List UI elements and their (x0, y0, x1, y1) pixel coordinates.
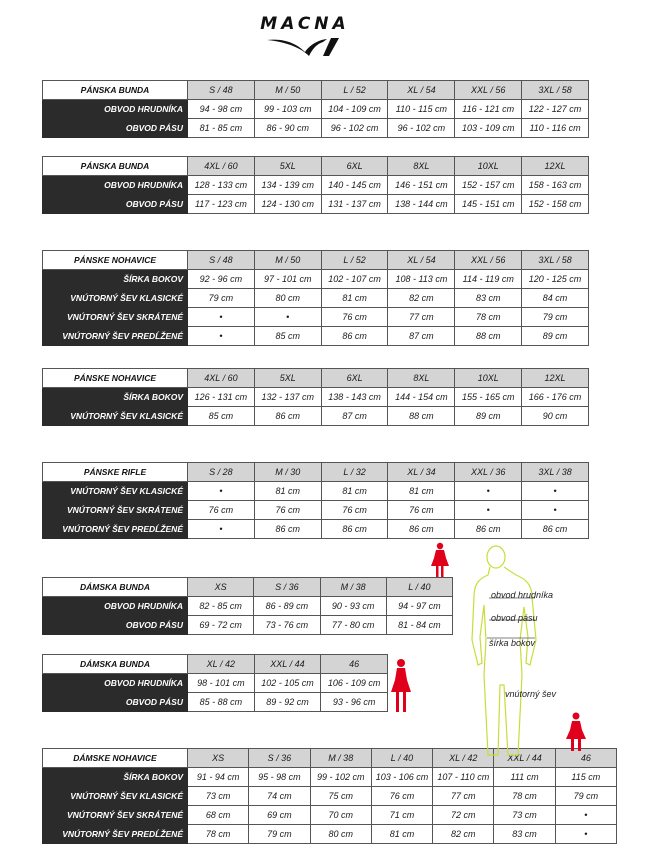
size-header: M / 50 (254, 81, 321, 100)
row-label: VNÚTORNÝ ŠEV KLASICKÉ (43, 787, 188, 806)
measurement-cell: 90 cm (522, 407, 589, 426)
table-row (43, 119, 589, 138)
size-header: 4XL / 60 (188, 157, 255, 176)
table-header-row (43, 463, 589, 482)
size-header: L / 52 (321, 251, 388, 270)
size-table-panska-bunda-2 (42, 156, 589, 214)
size-header: S / 36 (254, 578, 320, 597)
measurement-cell: 81 cm (321, 482, 388, 501)
measurement-cell: 82 - 85 cm (188, 597, 254, 616)
size-header: XXL / 36 (455, 463, 522, 482)
measurement-cell: 152 - 158 cm (522, 195, 589, 214)
measurement-cell: 79 cm (249, 825, 310, 844)
measurement-cell: 86 cm (388, 520, 455, 539)
size-table-panska-bunda-1 (42, 80, 589, 138)
measurement-cell: 96 - 102 cm (321, 119, 388, 138)
table-title: DÁMSKA BUNDA (43, 655, 188, 674)
measurement-cell: 81 cm (388, 482, 455, 501)
measurement-cell: 94 - 97 cm (386, 597, 452, 616)
size-header: XXL / 56 (455, 251, 522, 270)
measurement-cell: 72 cm (433, 806, 494, 825)
measurement-cell: 115 cm (555, 768, 616, 787)
measurement-cell: 122 - 127 cm (522, 100, 589, 119)
row-label: VNÚTORNÝ ŠEV SKRÁTENÉ (43, 806, 188, 825)
table-header-row (43, 81, 589, 100)
measurement-cell: 79 cm (555, 787, 616, 806)
row-label: VNÚTORNÝ ŠEV KLASICKÉ (43, 482, 188, 501)
table-title: PÁNSKA BUNDA (43, 157, 188, 176)
size-header: 3XL / 38 (522, 463, 589, 482)
measurement-cell: 87 cm (321, 407, 388, 426)
measurement-cell: • (455, 482, 522, 501)
table-row (43, 289, 589, 308)
size-header: L / 52 (321, 81, 388, 100)
size-header: 8XL (388, 157, 455, 176)
table-row (43, 520, 589, 539)
measurement-cell: 111 cm (494, 768, 555, 787)
size-header: S / 28 (188, 463, 255, 482)
measurement-cell: 76 cm (321, 308, 388, 327)
measurement-cell: 76 cm (321, 501, 388, 520)
size-header: 3XL / 58 (522, 81, 589, 100)
measurement-cell: 106 - 109 cm (321, 674, 388, 693)
table-row (43, 327, 589, 346)
measurement-cell: 86 - 90 cm (254, 119, 321, 138)
row-label: VNÚTORNÝ ŠEV PREDĹŽENÉ (43, 327, 188, 346)
table-header-row (43, 251, 589, 270)
measurement-cell: 88 cm (455, 327, 522, 346)
measurement-cell: 76 cm (388, 501, 455, 520)
measurement-cell: 89 cm (455, 407, 522, 426)
row-label: OBVOD PÁSU (43, 616, 188, 635)
size-header: L / 40 (371, 749, 432, 768)
table-row (43, 674, 388, 693)
measurement-cell: 77 - 80 cm (320, 616, 386, 635)
measurement-cell: 146 - 151 cm (388, 176, 455, 195)
row-label: ŠÍRKA BOKOV (43, 768, 188, 787)
measurement-cell: 92 - 96 cm (188, 270, 255, 289)
measurement-cell: 138 - 144 cm (388, 195, 455, 214)
table-title: PÁNSKE NOHAVICE (43, 251, 188, 270)
row-label: ŠÍRKA BOKOV (43, 270, 188, 289)
size-table-panske-nohavice-2 (42, 368, 589, 426)
measurement-cell: 76 cm (254, 501, 321, 520)
measurement-cell: 107 - 110 cm (433, 768, 494, 787)
woman-silhouette-icon (564, 712, 588, 752)
measurement-cell: 83 cm (494, 825, 555, 844)
measurement-cell: 86 - 89 cm (254, 597, 320, 616)
annotation-chest: obvod hrudníka (491, 590, 554, 600)
measurement-cell: • (188, 520, 255, 539)
measurement-cell: 86 cm (522, 520, 589, 539)
measurement-cell: 83 cm (455, 289, 522, 308)
measurement-cell: 88 cm (388, 407, 455, 426)
size-header: XL / 34 (388, 463, 455, 482)
table-title: PÁNSKA BUNDA (43, 81, 188, 100)
row-label: VNÚTORNÝ ŠEV KLASICKÉ (43, 407, 188, 426)
size-header: XXL / 56 (455, 81, 522, 100)
measurement-cell: • (188, 308, 255, 327)
table-row (43, 768, 617, 787)
measurement-cell: 90 - 93 cm (320, 597, 386, 616)
size-header: 3XL / 58 (522, 251, 589, 270)
measurement-cell: 145 - 151 cm (455, 195, 522, 214)
table-header-row (43, 655, 388, 674)
measurement-cell: 77 cm (388, 308, 455, 327)
measurement-cell: 166 - 176 cm (522, 388, 589, 407)
measurement-cell: 78 cm (455, 308, 522, 327)
measurement-cell: 87 cm (388, 327, 455, 346)
row-label: OBVOD HRUDNÍKA (43, 674, 188, 693)
measurement-cell: 76 cm (371, 787, 432, 806)
row-label: VNÚTORNÝ ŠEV PREDĹŽENÉ (43, 825, 188, 844)
table-row (43, 616, 453, 635)
measurement-cell: 131 - 137 cm (321, 195, 388, 214)
size-header: XS (188, 578, 254, 597)
table-row (43, 270, 589, 289)
brand-name: MACNA (260, 14, 350, 34)
measurement-cell: 124 - 130 cm (254, 195, 321, 214)
row-label: VNÚTORNÝ ŠEV SKRÁTENÉ (43, 501, 188, 520)
table-row (43, 693, 388, 712)
size-header: XXL / 44 (494, 749, 555, 768)
measurement-cell: 103 - 109 cm (455, 119, 522, 138)
row-label: VNÚTORNÝ ŠEV KLASICKÉ (43, 289, 188, 308)
measurement-cell: 104 - 109 cm (321, 100, 388, 119)
measurement-cell: 103 - 106 cm (371, 768, 432, 787)
size-header: 6XL (321, 369, 388, 388)
measurement-cell: • (188, 327, 255, 346)
annotation-hips: šírka bokov (489, 638, 536, 648)
measurement-cell: 93 - 96 cm (321, 693, 388, 712)
size-header: 8XL (388, 369, 455, 388)
table-row (43, 100, 589, 119)
measurement-cell: 95 - 98 cm (249, 768, 310, 787)
measurement-cell: 132 - 137 cm (254, 388, 321, 407)
table-title: DÁMSKA BUNDA (43, 578, 188, 597)
measurement-cell: 85 - 88 cm (188, 693, 255, 712)
macna-logo (230, 14, 380, 60)
measurement-cell: 126 - 131 cm (188, 388, 255, 407)
measurement-cell: 78 cm (494, 787, 555, 806)
size-table-damske-nohavice (42, 748, 617, 844)
size-header: 12XL (522, 157, 589, 176)
measurement-cell: 86 cm (254, 520, 321, 539)
size-header: 4XL / 60 (188, 369, 255, 388)
size-header: M / 38 (320, 578, 386, 597)
measurement-cell: • (522, 482, 589, 501)
measurement-cell: 116 - 121 cm (455, 100, 522, 119)
measurement-cell: 120 - 125 cm (522, 270, 589, 289)
row-label: VNÚTORNÝ ŠEV PREDĹŽENÉ (43, 520, 188, 539)
measurement-cell: 84 cm (522, 289, 589, 308)
measurement-cell: • (555, 806, 616, 825)
row-label: OBVOD PÁSU (43, 119, 188, 138)
size-header: XL / 54 (388, 251, 455, 270)
measurement-cell: 79 cm (188, 289, 255, 308)
measurement-cell: 73 cm (494, 806, 555, 825)
measurement-cell: 102 - 105 cm (254, 674, 321, 693)
measurement-cell: 71 cm (371, 806, 432, 825)
table-row (43, 806, 617, 825)
measurement-cell: 102 - 107 cm (321, 270, 388, 289)
size-table-damska-bunda-1 (42, 577, 453, 635)
measurement-cell: 152 - 157 cm (455, 176, 522, 195)
size-header: XXL / 44 (254, 655, 321, 674)
table-row (43, 388, 589, 407)
woman-silhouette-icon (429, 542, 451, 578)
size-header: XS (188, 749, 249, 768)
size-header: XL / 54 (388, 81, 455, 100)
size-header: S / 48 (188, 81, 255, 100)
measurement-cell: 94 - 98 cm (188, 100, 255, 119)
measurement-cell: 86 cm (254, 407, 321, 426)
size-header: 46 (555, 749, 616, 768)
size-header: 5XL (254, 157, 321, 176)
size-header: L / 40 (386, 578, 452, 597)
table-row (43, 825, 617, 844)
size-header: S / 48 (188, 251, 255, 270)
size-table-damska-bunda-2 (42, 654, 388, 712)
measurement-cell: 96 - 102 cm (388, 119, 455, 138)
measurement-cell: 76 cm (188, 501, 255, 520)
measurement-cell: 155 - 165 cm (455, 388, 522, 407)
row-label: ŠÍRKA BOKOV (43, 388, 188, 407)
table-title: PÁNSKE RIFLE (43, 463, 188, 482)
measurement-cell: 81 cm (371, 825, 432, 844)
table-row (43, 597, 453, 616)
measurement-cell: 86 cm (321, 520, 388, 539)
measurement-cell: 99 - 102 cm (310, 768, 371, 787)
measurement-cell: 81 cm (321, 289, 388, 308)
measurement-cell: 89 cm (522, 327, 589, 346)
body-outline-figure (470, 545, 550, 760)
measurement-cell: 86 cm (455, 520, 522, 539)
row-label: OBVOD HRUDNÍKA (43, 176, 188, 195)
measurement-cell: 108 - 113 cm (388, 270, 455, 289)
logo-swoosh-icon (265, 36, 345, 58)
measurement-cell: 80 cm (310, 825, 371, 844)
size-header: XL / 42 (188, 655, 255, 674)
row-label: OBVOD HRUDNÍKA (43, 597, 188, 616)
table-row (43, 407, 589, 426)
measurement-cell: 89 - 92 cm (254, 693, 321, 712)
table-header-row (43, 578, 453, 597)
size-header: 46 (321, 655, 388, 674)
measurement-cell: 117 - 123 cm (188, 195, 255, 214)
measurement-cell: 97 - 101 cm (254, 270, 321, 289)
measurement-cell: 69 - 72 cm (188, 616, 254, 635)
size-header: XL / 42 (433, 749, 494, 768)
measurement-cell: 77 cm (433, 787, 494, 806)
measurement-cell: 81 cm (254, 482, 321, 501)
annotation-waist: obvod pásu (491, 613, 538, 623)
size-table-panske-nohavice-1 (42, 250, 589, 346)
measurement-cell: 79 cm (522, 308, 589, 327)
measurement-cell: 98 - 101 cm (188, 674, 255, 693)
size-header: S / 36 (249, 749, 310, 768)
measurement-cell: 81 - 85 cm (188, 119, 255, 138)
size-header: M / 30 (254, 463, 321, 482)
measurement-cell: 86 cm (321, 327, 388, 346)
table-title: PÁNSKE NOHAVICE (43, 369, 188, 388)
measurement-cell: 134 - 139 cm (254, 176, 321, 195)
measurement-cell: 138 - 143 cm (321, 388, 388, 407)
size-header: 10XL (455, 369, 522, 388)
size-header: 5XL (254, 369, 321, 388)
measurement-cell: 144 - 154 cm (388, 388, 455, 407)
table-row (43, 195, 589, 214)
row-label: OBVOD PÁSU (43, 693, 188, 712)
measurement-cell: 73 cm (188, 787, 249, 806)
measurement-cell: 82 cm (388, 289, 455, 308)
measurement-cell: • (555, 825, 616, 844)
measurement-cell: 110 - 115 cm (388, 100, 455, 119)
size-table-panske-rifle (42, 462, 589, 539)
table-row (43, 176, 589, 195)
measurement-cell: 110 - 116 cm (522, 119, 589, 138)
table-header-row (43, 157, 589, 176)
measurement-cell: 91 - 94 cm (188, 768, 249, 787)
measurement-cell: • (455, 501, 522, 520)
measurement-cell: 80 cm (254, 289, 321, 308)
size-header: L / 32 (321, 463, 388, 482)
measurement-cell: • (522, 501, 589, 520)
row-label: OBVOD PÁSU (43, 195, 188, 214)
measurement-cell: 78 cm (188, 825, 249, 844)
table-header-row (43, 369, 589, 388)
measurement-cell: 140 - 145 cm (321, 176, 388, 195)
row-label: VNÚTORNÝ ŠEV SKRÁTENÉ (43, 308, 188, 327)
measurement-cell: 85 cm (188, 407, 255, 426)
row-label: OBVOD HRUDNÍKA (43, 100, 188, 119)
measurement-cell: 70 cm (310, 806, 371, 825)
measurement-cell: 68 cm (188, 806, 249, 825)
measurement-cell: 99 - 103 cm (254, 100, 321, 119)
size-header: 6XL (321, 157, 388, 176)
measurement-cell: 128 - 133 cm (188, 176, 255, 195)
measurement-cell: • (188, 482, 255, 501)
measurement-cell: • (254, 308, 321, 327)
measurement-cell: 85 cm (254, 327, 321, 346)
table-row (43, 501, 589, 520)
annotation-inseam: vnútorný šev (505, 689, 557, 699)
measurement-cell: 114 - 119 cm (455, 270, 522, 289)
table-title: DÁMSKE NOHAVICE (43, 749, 188, 768)
table-row (43, 787, 617, 806)
measurement-cell: 82 cm (433, 825, 494, 844)
measurement-cell: 73 - 76 cm (254, 616, 320, 635)
size-header: 12XL (522, 369, 589, 388)
size-header: 10XL (455, 157, 522, 176)
measurement-cell: 158 - 163 cm (522, 176, 589, 195)
table-row (43, 482, 589, 501)
size-header: M / 38 (310, 749, 371, 768)
measurement-cell: 74 cm (249, 787, 310, 806)
table-row (43, 308, 589, 327)
woman-silhouette-icon (389, 658, 413, 714)
measurement-cell: 75 cm (310, 787, 371, 806)
measurement-cell: 69 cm (249, 806, 310, 825)
measurement-cell: 81 - 84 cm (386, 616, 452, 635)
size-header: M / 50 (254, 251, 321, 270)
